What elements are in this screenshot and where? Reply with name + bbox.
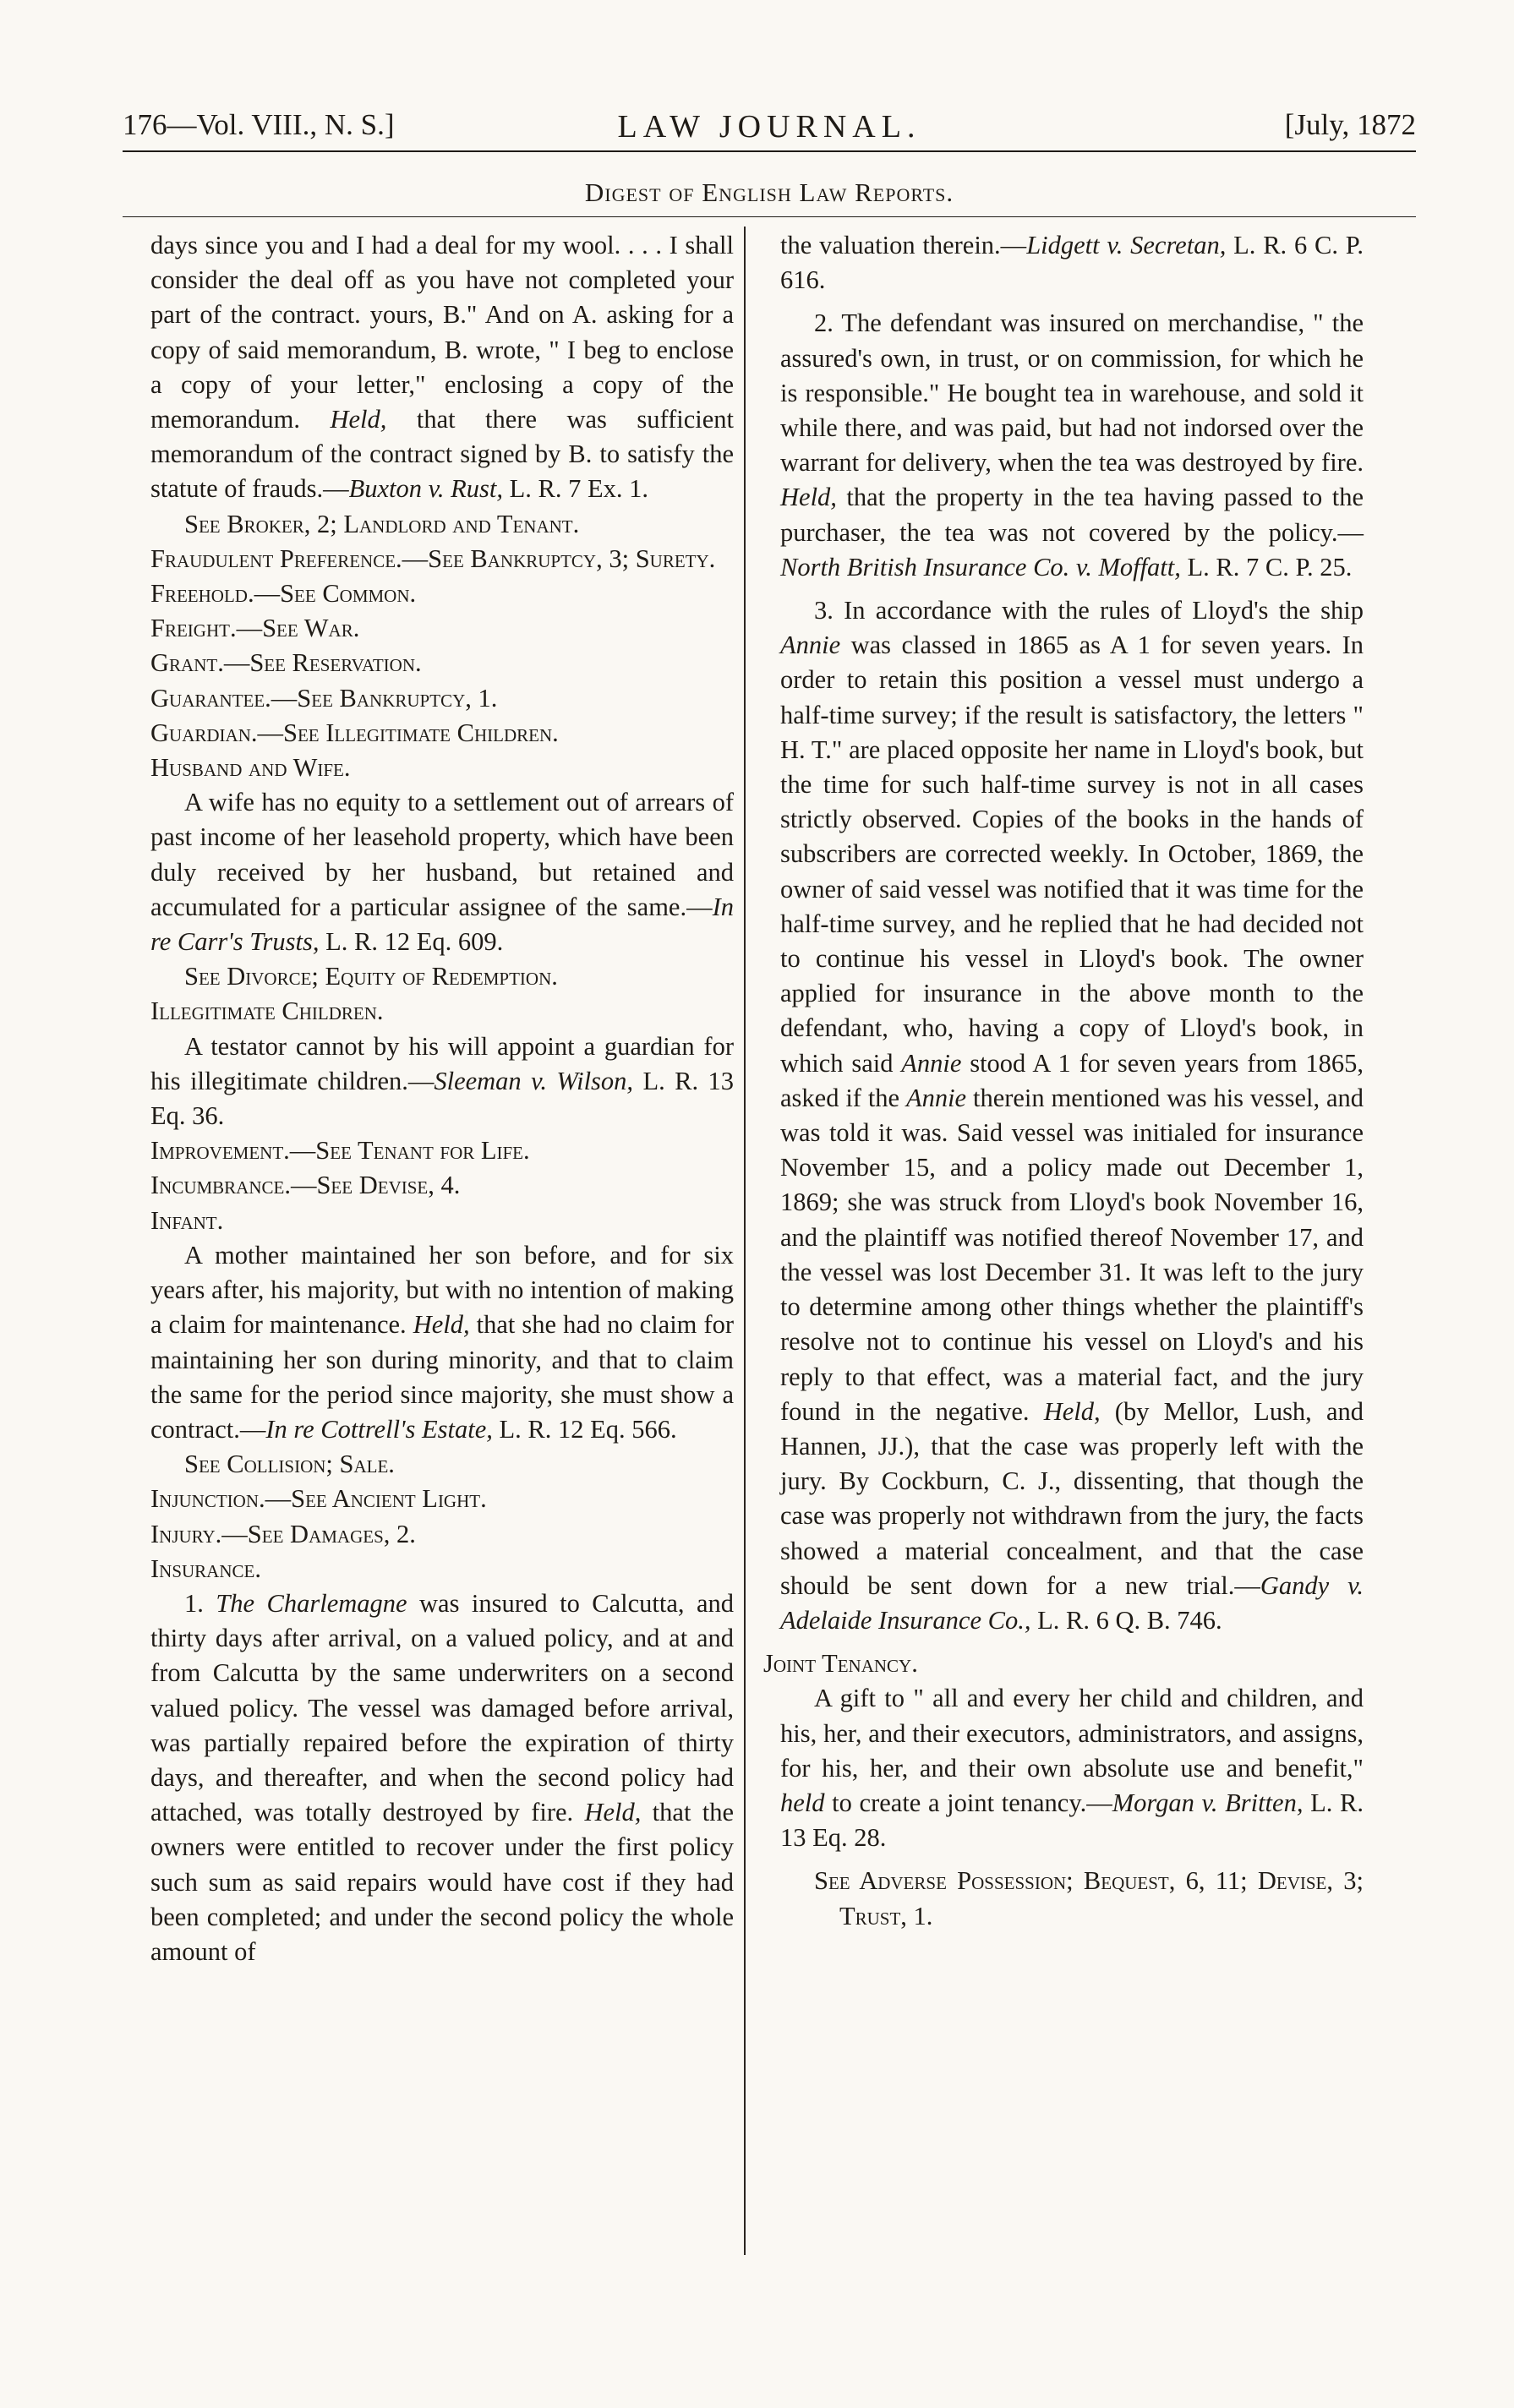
heading-injury: Injury.—See Damages, 2. (150, 1519, 416, 1548)
heading-insurance: Insurance. (150, 1553, 261, 1583)
see-reference: See Collision; Sale. (184, 1450, 395, 1479)
joint-tenancy-text: A gift to " all and every her child and children, and his, her, and their executors, administrators, and assigns, for his, her, and their own absolute use and benefit," held to create a joint tenancy.—Morgan v. Britten, L. R. 13 Eq. 28. (780, 1684, 1364, 1853)
heading-improvement: Improvement.—See Tenant for Life. (150, 1136, 530, 1166)
heading-husband-and-wife: Husband and Wife. (150, 753, 351, 783)
issue-date: [July, 1872 (1284, 108, 1416, 141)
journal-title: LAW JOURNAL. (617, 109, 921, 145)
see-reference: See Broker, 2; Landlord and Tenant. (184, 509, 580, 538)
heading-illegitimate-children: Illegitimate Children. (150, 997, 384, 1026)
heading-infant: Infant. (150, 1205, 224, 1235)
insurance-item-1-continued: the valuation therein.—Lidgett v. Secretan, L. R. 6 C. P. 616. (780, 231, 1364, 295)
see-reference: See Adverse Possession; Bequest, 6, 11; Devise, 3; Trust, 1. (814, 1866, 1364, 1930)
heading-injunction: Injunction.—See Ancient Light. (150, 1484, 487, 1514)
right-column (763, 228, 1364, 1934)
heading-grant: Grant.—See Reservation. (150, 648, 422, 678)
heading-guardian: Guardian.—See Illegitimate Children. (150, 718, 559, 747)
page-volume-label: 176—Vol. VIII., N. S.] (123, 108, 395, 141)
insurance-item-1: 1. The Charlemagne was insured to Calcutta, and thirty days after arrival, on a valued policy, and at and from Calcutta by the same underwriters on a second valued policy. The vessel was damaged before arrival, was partially repaired before the expiration of thirty days, and thereafter, and when the second policy had attached, was totally destroyed by fire. Held, that the owners were entitled to recover under the first policy such sum as said repairs would have cost if they had been completed; and under the second policy the whole amount of (150, 1588, 735, 1966)
header-rule (123, 150, 1416, 152)
insurance-item-2: 2. The defendant was insured on merchandise, " the assured's own, in trust, or on commission, for which he is responsible." He bought tea in warehouse, and sold it while there, and was paid, but had not indorsed over the warrant for delivery, when the tea was destroyed by fire. Held, that the property in the tea having passed to the purchaser, the tea was not covered by the policy.—North British Insurance Co. v. Moffatt, L. R. 7 C. P. 25. (780, 309, 1364, 582)
running-header (123, 108, 1416, 150)
insurance-item-3: 3. In accordance with the rules of Lloyd's the ship Annie was classed in 1865 as A 1 for seven years. In order to retain this position a vessel must undergo a half-time survey; if the result is satisfactory, the letters " H. T." are placed opposite her name in Lloyd's book, but the time for such half-time survey is not in all cases strictly observed. Copies of the books in the hands of subscribers are corrected weekly. In October, 1869, the owner of said vessel was notified that it was time for the half-time survey, and he replied that he had decided not to continue his vessel in Lloyd's book. The owner applied for insurance in the above month to the defendant, who, having a copy of Lloyd's book, in which said Annie stood A 1 for seven years from 1865, asked if the Annie therein mentioned was his vessel, and was told it was. Said vessel was initialed for insurance November 15, and a policy made out December 1, 1869; she was struck from Lloyd's book November 16, and the plaintiff was notified thereof November 17, and the vessel was lost December 31. It was left to the jury to determine among other things whether the plaintiff's resolve not to continue his vessel on Lloyd's and his reply to that effect, was a material fact, and the jury found in the negative. Held, (by Mellor, Lush, and Hannen, JJ.), that the case was properly left with the jury. By Cockburn, C. J., dissenting, that though the case was properly not withdrawn from the jury, the facts showed a material concealment, and that the case should be sent down for a new trial.—Gandy v. Adelaide Insurance Co., L. R. 6 Q. B. 746. (780, 596, 1364, 1635)
left-column (150, 228, 734, 1969)
infant-text: A mother maintained her son before, and for six years after, his majority, but with no intention of making a claim for maintenance. Held, that she had no claim for maintaining her son during minority, and that to claim the same for the period since majority, she must show a contract.—In re Cottrell's Estate, L. R. 12 Eq. 566. (150, 1240, 734, 1444)
heading-incumbrance: Incumbrance.—See Devise, 4. (150, 1171, 461, 1200)
illegitimate-children-text: A testator cannot by his will appoint a guardian for his illegitimate children.—Sleeman v. Wilson, L. R. 13 Eq. 36. (150, 1031, 734, 1131)
heading-joint-tenancy: Joint Tenancy. (763, 1649, 918, 1679)
see-reference: See Divorce; Equity of Redemption. (184, 962, 558, 991)
subtitle-rule (123, 216, 1416, 217)
heading-fraudulent-preference: Fraudulent Preference.—See Bankruptcy, 3; Surety. (150, 543, 716, 573)
heading-freehold: Freehold.—See Common. (150, 579, 417, 609)
column-divider (744, 227, 746, 2255)
section-subtitle: Digest of English Law Reports. (584, 177, 954, 207)
heading-freight: Freight.—See War. (150, 614, 360, 643)
heading-guarantee: Guarantee.—See Bankruptcy, 1. (150, 683, 498, 713)
husband-and-wife-text: A wife has no equity to a settlement out of arrears of past income of her leasehold property, which have been duly received by her husband, but retained and accumulated for a particular assignee of the same.—In re Carr's Trusts, L. R. 12 Eq. 609. (150, 788, 734, 957)
opening-paragraph: days since you and I had a deal for my wool. . . . I shall consider the deal off as you have not completed your part of the contract. yours, B." And on A. asking for a copy of said memorandum, B. wrote, " I beg to enclose a copy of your letter," enclosing a copy of the memorandum. Held, that there was sufficient memorandum of the contract signed by B. to satisfy the statute of frauds.—Buxton v. Rust, L. R. 7 Ex. 1. (150, 231, 734, 504)
